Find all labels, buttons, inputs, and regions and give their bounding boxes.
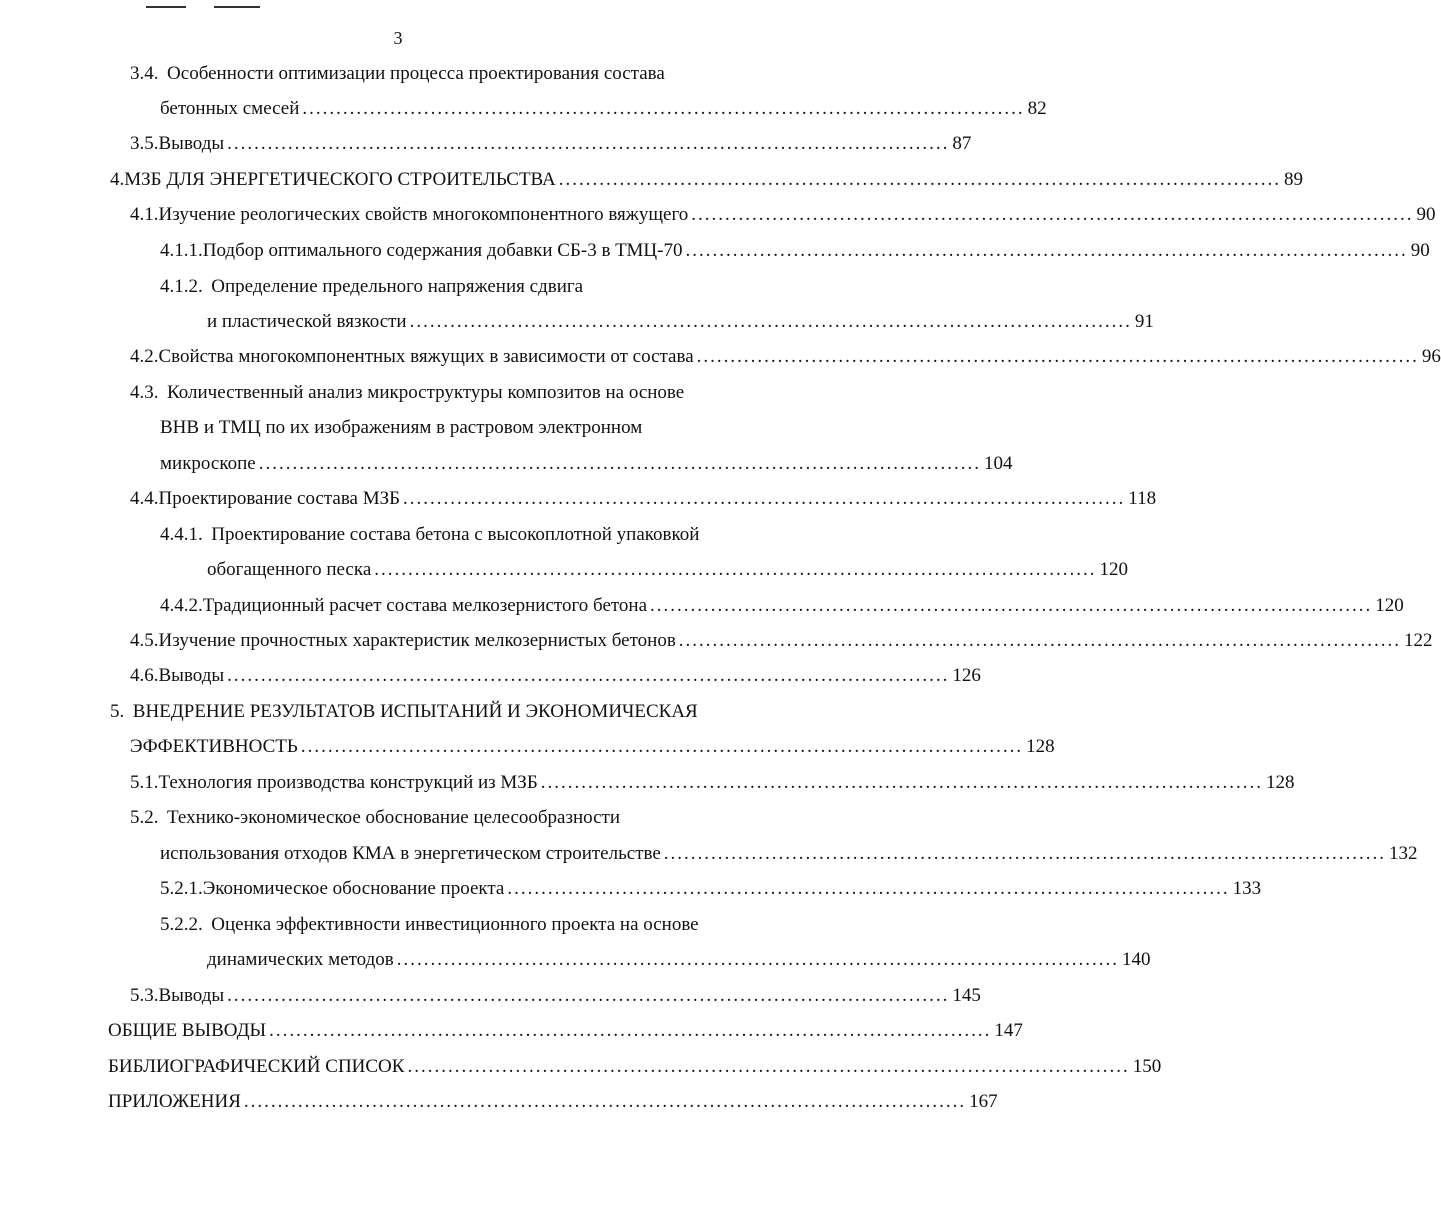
toc-entry-5-1 bbox=[130, 771, 1295, 795]
dot-leader: ........................................................................................................... bbox=[407, 1056, 1130, 1077]
dot-leader: ........................................................................................................... bbox=[269, 1020, 992, 1041]
toc-bibliography bbox=[108, 1055, 1162, 1079]
dot-leader: ........................................................................................................... bbox=[663, 843, 1387, 864]
toc-general-conclusions bbox=[108, 1019, 1023, 1043]
toc-entry-4-4-1-continuation bbox=[207, 558, 1128, 582]
toc-entry-4-4-2 bbox=[160, 594, 1404, 618]
toc-entry-number: 4.5. bbox=[130, 630, 159, 651]
toc-entry-4-2 bbox=[130, 345, 1441, 369]
toc-entry-title: Проектирование состава бетона с высокоплотной упаковкой bbox=[211, 524, 700, 545]
toc-entry-5-2-2 bbox=[160, 913, 699, 937]
toc-entry-4-3-continuation bbox=[160, 416, 642, 440]
toc-entry-title: микроскопе bbox=[160, 453, 256, 474]
dot-leader: ........................................................................................................... bbox=[403, 488, 1126, 509]
dot-leader: ........................................................................................................... bbox=[227, 133, 950, 154]
dot-leader: ........................................................................................................... bbox=[396, 949, 1120, 970]
toc-page-number: 147 bbox=[994, 1020, 1023, 1041]
toc-entry-title: ВНВ и ТМЦ по их изображениям в растровом электронном bbox=[160, 417, 643, 438]
toc-page-number: 120 bbox=[1099, 559, 1128, 580]
toc-page-number: 96 bbox=[1421, 346, 1441, 367]
toc-entry-5-2 bbox=[130, 806, 620, 830]
dot-leader: ........................................................................................................... bbox=[227, 985, 950, 1006]
toc-entry-5-2-1 bbox=[160, 877, 1262, 901]
toc-entry-number: 4.6. bbox=[130, 665, 159, 686]
toc-entry-title: динамических методов bbox=[207, 949, 394, 970]
toc-entry-title: Выводы bbox=[158, 133, 225, 154]
dot-leader: ........................................................................................................... bbox=[691, 204, 1414, 225]
toc-entry-5-2-2-continuation bbox=[207, 948, 1151, 972]
toc-entry-number: 4.4.1. bbox=[160, 524, 203, 545]
toc-entry-title: ВНЕДРЕНИЕ РЕЗУЛЬТАТОВ ИСПЫТАНИЙ И ЭКОНОМИЧЕСКАЯ bbox=[132, 701, 698, 722]
dot-leader: ........................................................................................................... bbox=[540, 772, 1263, 793]
toc-entry-number: 3.4. bbox=[130, 63, 159, 84]
toc-entry-3-4-continuation bbox=[160, 97, 1047, 121]
toc-entry-title: ЭФФЕКТИВНОСТЬ bbox=[130, 736, 298, 757]
toc-entry-number: 5.2. bbox=[130, 807, 159, 828]
toc-page-number: 82 bbox=[1027, 98, 1047, 119]
toc-chapter-4 bbox=[110, 168, 1304, 192]
toc-page-number: 118 bbox=[1128, 488, 1157, 509]
toc-entry-title: Оценка эффективности инвестиционного проекта на основе bbox=[211, 914, 699, 935]
toc-entry-4-4 bbox=[130, 487, 1157, 511]
toc-entry-title: ОБЩИЕ ВЫВОДЫ bbox=[108, 1020, 267, 1041]
toc-page-number: 120 bbox=[1375, 595, 1404, 616]
toc-page-number: 167 bbox=[969, 1091, 998, 1112]
toc-entry-number: 4.1.2. bbox=[160, 276, 203, 297]
toc-page-number: 87 bbox=[952, 133, 972, 154]
toc-page-number: 89 bbox=[1284, 169, 1304, 190]
toc-chapter-5-continuation bbox=[130, 735, 1055, 759]
toc-entry-4-1 bbox=[130, 203, 1436, 227]
toc-entry-number: 4. bbox=[110, 169, 125, 190]
toc-entry-title: МЗБ ДЛЯ ЭНЕРГЕТИЧЕСКОГО СТРОИТЕЛЬСТВА bbox=[124, 169, 556, 190]
dot-leader: ........................................................................................................... bbox=[409, 311, 1132, 332]
toc-entry-number: 4.1.1. bbox=[160, 240, 203, 261]
toc-page-number: 133 bbox=[1232, 878, 1262, 899]
toc-entry-title: Экономическое обоснование проекта bbox=[202, 878, 505, 899]
toc-entry-title: обогащенного песка bbox=[207, 559, 372, 580]
toc-entry-4-3 bbox=[130, 381, 684, 405]
toc-entry-number: 5.3. bbox=[130, 985, 159, 1006]
toc-entry-title: Традиционный расчет состава мелкозернистого бетона bbox=[202, 595, 648, 616]
toc-page-number: 150 bbox=[1132, 1056, 1162, 1077]
dot-leader: ........................................................................................................... bbox=[227, 665, 950, 686]
toc-page-number: 132 bbox=[1389, 843, 1418, 864]
toc-entry-title: Технико-экономическое обоснование целесообразности bbox=[167, 807, 621, 828]
toc-entry-5-3 bbox=[130, 984, 981, 1008]
dot-leader: ........................................................................................................... bbox=[696, 346, 1419, 367]
toc-entry-number: 4.3. bbox=[130, 382, 159, 403]
toc-entry-4-4-1 bbox=[160, 523, 699, 547]
scan-mark-right bbox=[214, 6, 260, 8]
toc-entry-title: Выводы bbox=[158, 985, 225, 1006]
toc-entry-title: Изучение прочностных характеристик мелкозернистых бетонов bbox=[158, 630, 676, 651]
toc-entry-4-1-1 bbox=[160, 239, 1430, 263]
dot-leader: ........................................................................................................... bbox=[302, 98, 1025, 119]
toc-page-number: 91 bbox=[1134, 311, 1154, 332]
toc-page-number: 140 bbox=[1122, 949, 1151, 970]
toc-entry-title: и пластической вязкости bbox=[207, 311, 407, 332]
toc-entry-number: 5. bbox=[110, 701, 125, 722]
toc-entry-3-5 bbox=[130, 132, 972, 156]
toc-entry-number: 5.2.1. bbox=[160, 878, 203, 899]
toc-entry-4-1-2 bbox=[160, 275, 583, 299]
toc-entry-4-3-continuation-end bbox=[160, 452, 1013, 476]
toc-entry-number: 4.1. bbox=[130, 204, 159, 225]
toc-entry-title: Изучение реологических свойств многокомпонентного вяжущего bbox=[158, 204, 689, 225]
toc-entry-number: 4.2. bbox=[130, 346, 159, 367]
toc-entry-number: 5.1. bbox=[130, 772, 159, 793]
toc-entry-title: Особенности оптимизации процесса проектирования состава bbox=[167, 63, 665, 84]
dot-leader: ........................................................................................................... bbox=[558, 169, 1282, 190]
dot-leader: ........................................................................................................... bbox=[685, 240, 1408, 261]
dot-leader: ........................................................................................................... bbox=[300, 736, 1024, 757]
toc-entry-title: Количественный анализ микроструктуры композитов на основе bbox=[167, 382, 685, 403]
toc-entry-title: ПРИЛОЖЕНИЯ bbox=[108, 1091, 241, 1112]
toc-page-number: 104 bbox=[983, 453, 1013, 474]
dot-leader: ........................................................................................................... bbox=[678, 630, 1402, 651]
toc-entry-title: Свойства многокомпонентных вяжущих в зависимости от состава bbox=[158, 346, 694, 367]
toc-chapter-5 bbox=[110, 700, 698, 724]
dot-leader: ........................................................................................................... bbox=[650, 595, 1373, 616]
toc-entry-5-2-continuation bbox=[160, 842, 1418, 866]
toc-entry-title: Выводы bbox=[158, 665, 225, 686]
toc-entry-number: 5.2.2. bbox=[160, 914, 203, 935]
toc-page-number: 90 bbox=[1416, 204, 1436, 225]
toc-entry-title: использования отходов КМА в энергетическом строительстве bbox=[160, 843, 661, 864]
scan-mark-left bbox=[146, 6, 186, 8]
toc-entry-title: Проектирование состава МЗБ bbox=[158, 488, 401, 509]
toc-page-number: 90 bbox=[1410, 240, 1430, 261]
dot-leader: ........................................................................................................... bbox=[258, 453, 981, 474]
toc-entry-title: Технология производства конструкций из МЗБ bbox=[158, 772, 538, 793]
toc-entry-title: Определение предельного напряжения сдвига bbox=[211, 276, 584, 297]
toc-appendices bbox=[108, 1090, 998, 1114]
toc-page-number: 128 bbox=[1026, 736, 1055, 757]
toc-entry-title: бетонных смесей bbox=[160, 98, 300, 119]
toc-page-number: 122 bbox=[1404, 630, 1433, 651]
toc-entry-number: 3.5. bbox=[130, 133, 159, 154]
toc-entry-number: 4.4.2. bbox=[160, 595, 203, 616]
dot-leader: ........................................................................................................... bbox=[507, 878, 1230, 899]
toc-entry-number: 4.4. bbox=[130, 488, 159, 509]
dot-leader: ........................................................................................................... bbox=[243, 1091, 967, 1112]
toc-page-number: 126 bbox=[952, 665, 981, 686]
toc-entry-4-6 bbox=[130, 664, 981, 688]
toc-page-number: 145 bbox=[952, 985, 981, 1006]
toc-entry-4-1-2-continuation bbox=[207, 310, 1154, 334]
page-number: 3 bbox=[393, 28, 403, 48]
toc-entry-title: Подбор оптимального содержания добавки СБ-3 в ТМЦ-70 bbox=[202, 240, 683, 261]
toc-entry-3-4 bbox=[130, 62, 665, 86]
toc-page-number: 128 bbox=[1266, 772, 1295, 793]
dot-leader: ........................................................................................................... bbox=[374, 559, 1097, 580]
toc-entry-4-5 bbox=[130, 629, 1433, 653]
toc-entry-title: БИБЛИОГРАФИЧЕСКИЙ СПИСОК bbox=[108, 1056, 405, 1077]
